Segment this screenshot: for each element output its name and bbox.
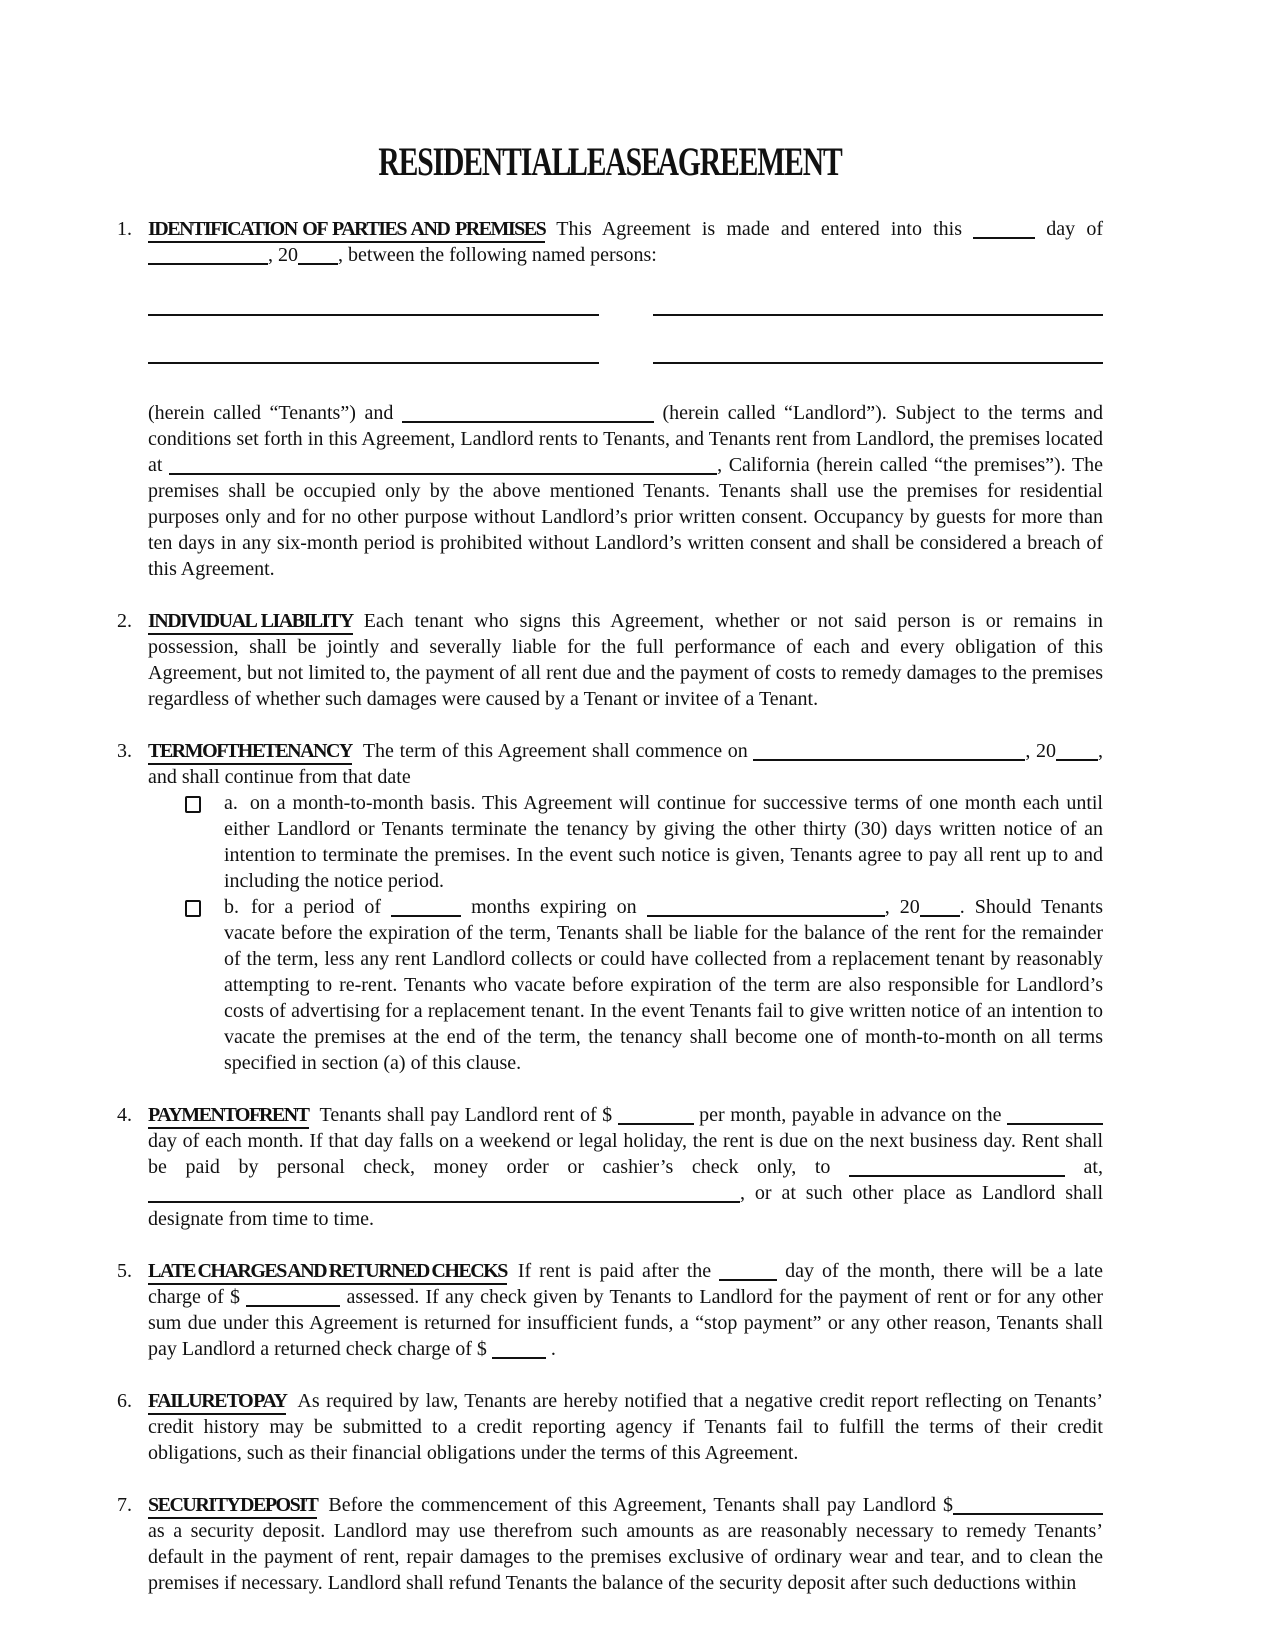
section-content — [148, 1258, 1103, 1362]
section-number: 4. — [117, 1104, 132, 1126]
body-text: Before the commencement of this Agreement, Tenants shall pay Landlord $ — [328, 1494, 953, 1516]
section-content — [148, 1388, 1103, 1466]
section-heading: TERM OF THE TENANCY — [148, 740, 352, 765]
blank-field[interactable] — [647, 915, 885, 917]
body-text: , California (herein called “the premises”). The premises shall be occupied only by the above mentioned Tenants. Tenants shall use the premises for residential purposes only and for no other purpose without Landlord’s prior written consent. Occupancy by guests for more than ten days in any six-month period is prohibited without Landlord’s written consent and shall be considered a breach of this Agreement. — [148, 454, 1104, 580]
body-text: , 20 — [1025, 740, 1056, 762]
section — [117, 216, 1103, 582]
body-text: . Should Tenants vacate before the expiration of the term, Tenants shall be liable for the balance of the rent for the remainder of the term, less any rent Landlord collects or could have collected from a replacement tenant by reasonably attempting to re-rent. Tenants who vacate before expiration of the term are also responsible for Landlord’s costs of advertising for a replacement tenant. In the event Tenants fail to give written notice of an intention to vacate the premises at the end of the term, the tenancy shall become one of month-to-month on all terms specified in section (a) of this clause. — [224, 896, 1104, 1074]
body-text: day of the month, there will be a late charge of $ — [148, 1260, 1103, 1308]
blank-field[interactable] — [1007, 1123, 1103, 1125]
option-label: b. — [224, 896, 239, 918]
paragraph — [148, 1492, 1103, 1596]
blank-field[interactable] — [953, 1513, 1103, 1515]
paragraph — [148, 216, 1103, 268]
blank-field[interactable] — [492, 1357, 546, 1359]
section-heading: SECURITY DEPOSIT — [148, 1494, 317, 1519]
section-heading: FAILURE TO PAY — [148, 1390, 286, 1415]
body-text: , between the following named persons: — [338, 244, 657, 266]
body-text: , and shall continue from that date — [148, 740, 1103, 788]
body-text: per month, payable in advance on the — [693, 1104, 1007, 1126]
section-number: 7. — [117, 1494, 132, 1516]
body-text: day of — [1035, 218, 1103, 240]
section — [117, 738, 1103, 1076]
body-text: The term of this Agreement shall commence on — [362, 740, 754, 762]
name-line-blank[interactable] — [148, 294, 599, 316]
blank-field[interactable] — [246, 1305, 340, 1307]
option-body — [224, 790, 1103, 894]
blank-field[interactable] — [148, 1201, 740, 1203]
section-content — [148, 738, 1103, 1076]
document-title: RESIDENTIAL LEASE AGREEMENT — [378, 139, 842, 184]
body-text: As required by law, Tenants are hereby notified that a negative credit report reflecting on Tenants’ credit history may be submitted to a credit reporting agency if Tenants fail to fulfill the terms of their credit obligations, such as their financial obligations under the terms of this Agreement. — [148, 1390, 1104, 1464]
body-text: day of each month. If that day falls on a weekend or legal holiday, the rent is due on the next business day. Rent shall be paid by personal check, money order or cashier’s check only, to — [148, 1130, 1103, 1178]
option-item — [185, 894, 1103, 1076]
option-body — [224, 894, 1103, 1076]
blank-field[interactable] — [169, 473, 717, 475]
body-text: months expiring on — [461, 896, 647, 918]
checkbox-icon[interactable] — [185, 796, 201, 813]
paragraph — [224, 790, 1103, 894]
body-text: This Agreement is made and entered into this — [556, 218, 974, 240]
paragraph — [148, 400, 1103, 582]
body-text: (herein called “Landlord”). Subject to the terms and conditions set forth in this Agreement, Landlord rents to Tenants, and Tenants rent from Landlord, the premises located at — [148, 402, 1103, 476]
body-text: , 20 — [268, 244, 298, 266]
body-text: on a month-to-month basis. This Agreement will continue for successive terms of one month each until either Landlord or Tenants terminate the tenancy by giving the other thirty (30) days written notice of an intention to terminate the premises. In the event such notice is given, Tenants agree to pay all rent up to and including the notice period. — [224, 792, 1103, 892]
section — [117, 1258, 1103, 1362]
paragraph — [148, 608, 1103, 712]
paragraph — [148, 1258, 1103, 1362]
section-heading: LATE CHARGES AND RETURNED CHECKS — [148, 1260, 507, 1285]
blank-field[interactable] — [402, 421, 654, 423]
checkbox-icon[interactable] — [185, 900, 201, 917]
blank-field[interactable] — [849, 1175, 1065, 1177]
name-line-blank[interactable] — [148, 342, 599, 364]
option-item — [185, 790, 1103, 894]
paragraph — [148, 1388, 1103, 1466]
sections-list — [117, 216, 1103, 1596]
section-content — [148, 608, 1103, 712]
blank-field[interactable] — [298, 263, 338, 265]
section-content — [148, 216, 1103, 582]
section-heading: IDENTIFICATION OF PARTIES AND PREMISES — [148, 218, 545, 243]
section-number: 1. — [117, 218, 132, 240]
section-number: 3. — [117, 740, 132, 762]
paragraph — [224, 894, 1103, 1076]
body-text: Each tenant who signs this Agreement, whether or not said person is or remains in possession, shall be jointly and severally liable for the full performance of each and every obligation of this Agreement, but not limited to, the payment of all rent due and the payment of costs to remedy damages to the premises regardless of whether such damages were caused by a Tenant or invitee of a Tenant. — [148, 610, 1103, 710]
option-label: a. — [224, 792, 238, 814]
section-content — [148, 1492, 1103, 1596]
blank-field[interactable] — [148, 263, 268, 265]
section — [117, 1492, 1103, 1596]
blank-field[interactable] — [391, 915, 461, 917]
body-text: , or at such other place as Landlord shall designate from time to time. — [148, 1182, 1103, 1230]
section — [117, 1388, 1103, 1466]
body-text: (herein called “Tenants”) and — [148, 402, 402, 424]
blank-field[interactable] — [753, 759, 1025, 761]
section-heading: INDIVIDUAL LIABILITY — [148, 610, 353, 635]
body-text: at, — [1064, 1156, 1103, 1178]
body-text: If rent is paid after the — [517, 1260, 720, 1282]
section-number: 2. — [117, 610, 132, 632]
name-line-blank[interactable] — [653, 342, 1104, 364]
blank-field[interactable] — [1056, 759, 1098, 761]
blank-field[interactable] — [973, 237, 1035, 239]
blank-field[interactable] — [920, 915, 960, 917]
body-text: , 20 — [884, 896, 920, 918]
paragraph — [148, 1102, 1103, 1232]
section — [117, 608, 1103, 712]
section-content — [148, 1102, 1103, 1232]
paragraph — [148, 738, 1103, 790]
section — [117, 1102, 1103, 1232]
blank-field[interactable] — [618, 1123, 694, 1125]
blank-field[interactable] — [719, 1279, 777, 1281]
section-heading: PAYMENT OF RENT — [148, 1104, 309, 1129]
body-text: Tenants shall pay Landlord rent of $ — [319, 1104, 618, 1126]
section-number: 5. — [117, 1260, 132, 1282]
name-line-blank[interactable] — [653, 294, 1104, 316]
body-text: as a security deposit. Landlord may use therefrom such amounts as are reasonably necessary to remedy Tenants’ default in the payment of rent, repair damages to the premises exclusive of ordinary wear and tear, and to clean the premises if necessary. Landlord shall refund Tenants the balance of the security deposit after such deductions within — [148, 1520, 1103, 1594]
body-text: assessed. If any check given by Tenants to Landlord for the payment of rent or for any other sum due under this Agreement is returned for insufficient funds, a “stop payment” or any other reason, Tenants shall pay Landlord a returned check charge of $ — [148, 1286, 1104, 1360]
body-text: for a period of — [251, 896, 392, 918]
party-name-lines — [148, 294, 1103, 390]
section-number: 6. — [117, 1390, 132, 1412]
body-text: . — [545, 1338, 556, 1360]
